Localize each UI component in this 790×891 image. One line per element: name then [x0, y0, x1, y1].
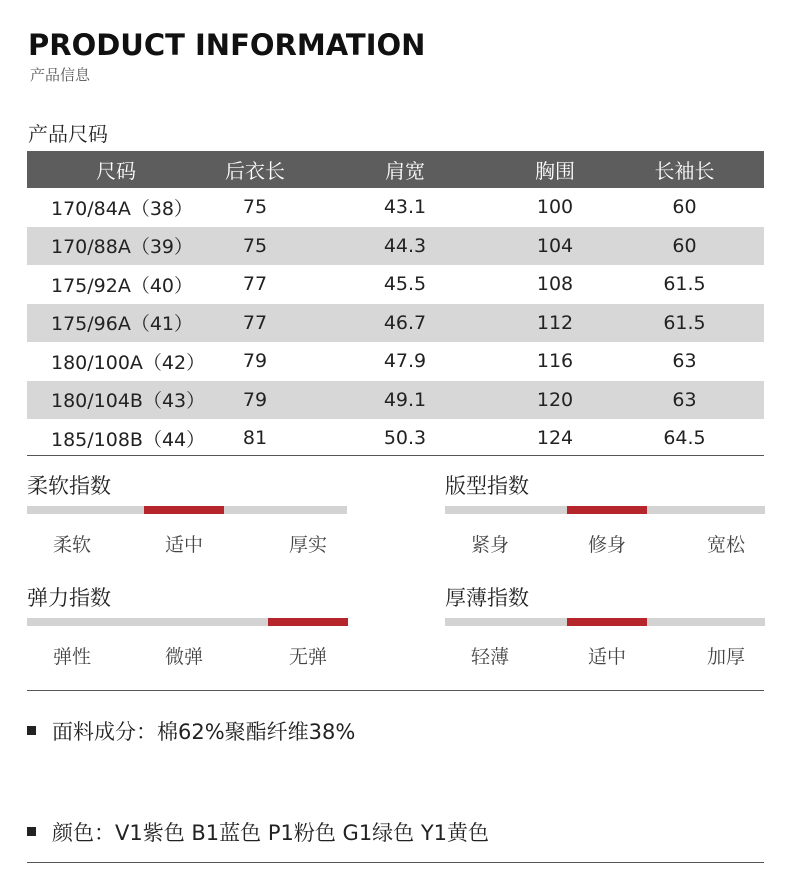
table-cell: 43.1: [383, 196, 427, 219]
thickness-option-thick: 加厚: [706, 646, 746, 668]
elasticity-index-label: 弹力指数: [27, 586, 111, 610]
colors-text: 颜色：V1紫色 B1蓝色 P1粉色 G1绿色 Y1黄色: [52, 821, 490, 845]
elasticity-option-elastic: 弹性: [52, 646, 92, 668]
table-cell: 77: [205, 304, 305, 343]
bullet-square-icon: [27, 827, 36, 836]
softness-index-marker: [144, 506, 224, 514]
table-cell: 64.5: [663, 427, 706, 450]
softness-option-medium: 适中: [164, 534, 204, 556]
size-table-header: [27, 151, 764, 188]
column-header-sleeve: 长袖长: [605, 151, 764, 188]
table-cell: 108: [536, 273, 574, 296]
page-title: PRODUCT INFORMATION: [28, 28, 426, 62]
table-cell: 77: [242, 273, 268, 296]
elasticity-index-bar: [27, 618, 347, 626]
elasticity-option-slight: 微弹: [164, 646, 204, 668]
fit-option-tight: 紧身: [470, 534, 510, 556]
table-row: [27, 227, 764, 266]
thickness-option-thin: 轻薄: [470, 646, 510, 668]
material-text: 面料成分：棉62%聚酯纤维38%: [52, 720, 356, 744]
softness-index-options: [27, 530, 347, 560]
size-section-title: 产品尺码: [28, 122, 108, 146]
table-cell: 81: [242, 427, 268, 450]
bottom-divider: [27, 862, 764, 863]
column-header-back-length: 后衣长: [205, 151, 305, 188]
table-cell: 47.9: [383, 350, 427, 373]
elasticity-index-marker: [268, 618, 348, 626]
thickness-index-options: [445, 642, 765, 672]
page-subtitle: 产品信息: [30, 66, 91, 84]
table-cell: 61.5: [663, 273, 706, 296]
table-cell: 112: [505, 304, 605, 343]
thickness-option-medium: 适中: [587, 646, 627, 668]
table-cell: 175/92A（40）: [51, 274, 194, 297]
table-cell: 61.5: [605, 304, 764, 343]
column-header-chest: 胸围: [505, 151, 605, 188]
softness-option-soft: 柔软: [52, 534, 92, 556]
softness-index-label: 柔软指数: [27, 474, 111, 498]
softness-index-bar: [27, 506, 347, 514]
table-cell: 100: [536, 196, 574, 219]
table-cell: 79: [205, 381, 305, 420]
table-cell: 124: [536, 427, 574, 450]
table-cell: 46.7: [305, 304, 505, 343]
table-cell: 63: [605, 381, 764, 420]
table-row: [27, 188, 764, 227]
table-cell: 104: [505, 227, 605, 266]
fit-index-marker: [567, 506, 647, 514]
table-cell: 185/108B（44）: [51, 428, 206, 451]
elasticity-index: [27, 582, 347, 672]
table-cell: 120: [505, 381, 605, 420]
table-cell: 180/104B（43）: [27, 381, 205, 420]
bullet-square-icon: [27, 726, 36, 735]
fit-index-label: 版型指数: [445, 474, 529, 498]
table-cell: 79: [242, 350, 268, 373]
table-cell: 175/96A（41）: [27, 304, 205, 343]
table-cell: 116: [536, 350, 574, 373]
table-cell: 170/84A（38）: [51, 197, 194, 220]
column-header-size: 尺码: [27, 151, 205, 188]
table-cell: 44.3: [305, 227, 505, 266]
table-row: [27, 265, 764, 304]
table-cell: 60: [672, 196, 697, 219]
table-cell: 180/100A（42）: [51, 351, 206, 374]
table-row: [27, 342, 764, 381]
fit-index-options: [445, 530, 765, 560]
colors-line: [27, 817, 489, 847]
table-cell: 75: [205, 227, 305, 266]
elasticity-index-options: [27, 642, 347, 672]
size-table: [27, 151, 764, 458]
softness-option-thick: 厚实: [288, 534, 328, 556]
fit-option-slim: 修身: [587, 534, 627, 556]
thickness-index-bar: [445, 618, 765, 626]
table-cell: 49.1: [305, 381, 505, 420]
table-cell: 63: [672, 350, 697, 373]
section-divider: [27, 690, 764, 691]
table-cell: 60: [605, 227, 764, 266]
thickness-index: [445, 582, 765, 672]
fit-index: [445, 470, 765, 560]
table-row: [27, 304, 764, 343]
elasticity-option-none: 无弹: [288, 646, 328, 668]
fit-option-loose: 宽松: [706, 534, 746, 556]
table-row: [27, 419, 764, 458]
table-row: [27, 381, 764, 420]
material-line: [27, 716, 355, 746]
table-divider: [27, 455, 764, 456]
table-cell: 170/88A（39）: [27, 227, 205, 266]
softness-index: [27, 470, 347, 560]
thickness-index-marker: [567, 618, 647, 626]
column-header-shoulder: 肩宽: [305, 151, 505, 188]
table-cell: 50.3: [383, 427, 427, 450]
fit-index-bar: [445, 506, 765, 514]
thickness-index-label: 厚薄指数: [445, 586, 529, 610]
table-cell: 45.5: [383, 273, 427, 296]
table-cell: 75: [242, 196, 268, 219]
